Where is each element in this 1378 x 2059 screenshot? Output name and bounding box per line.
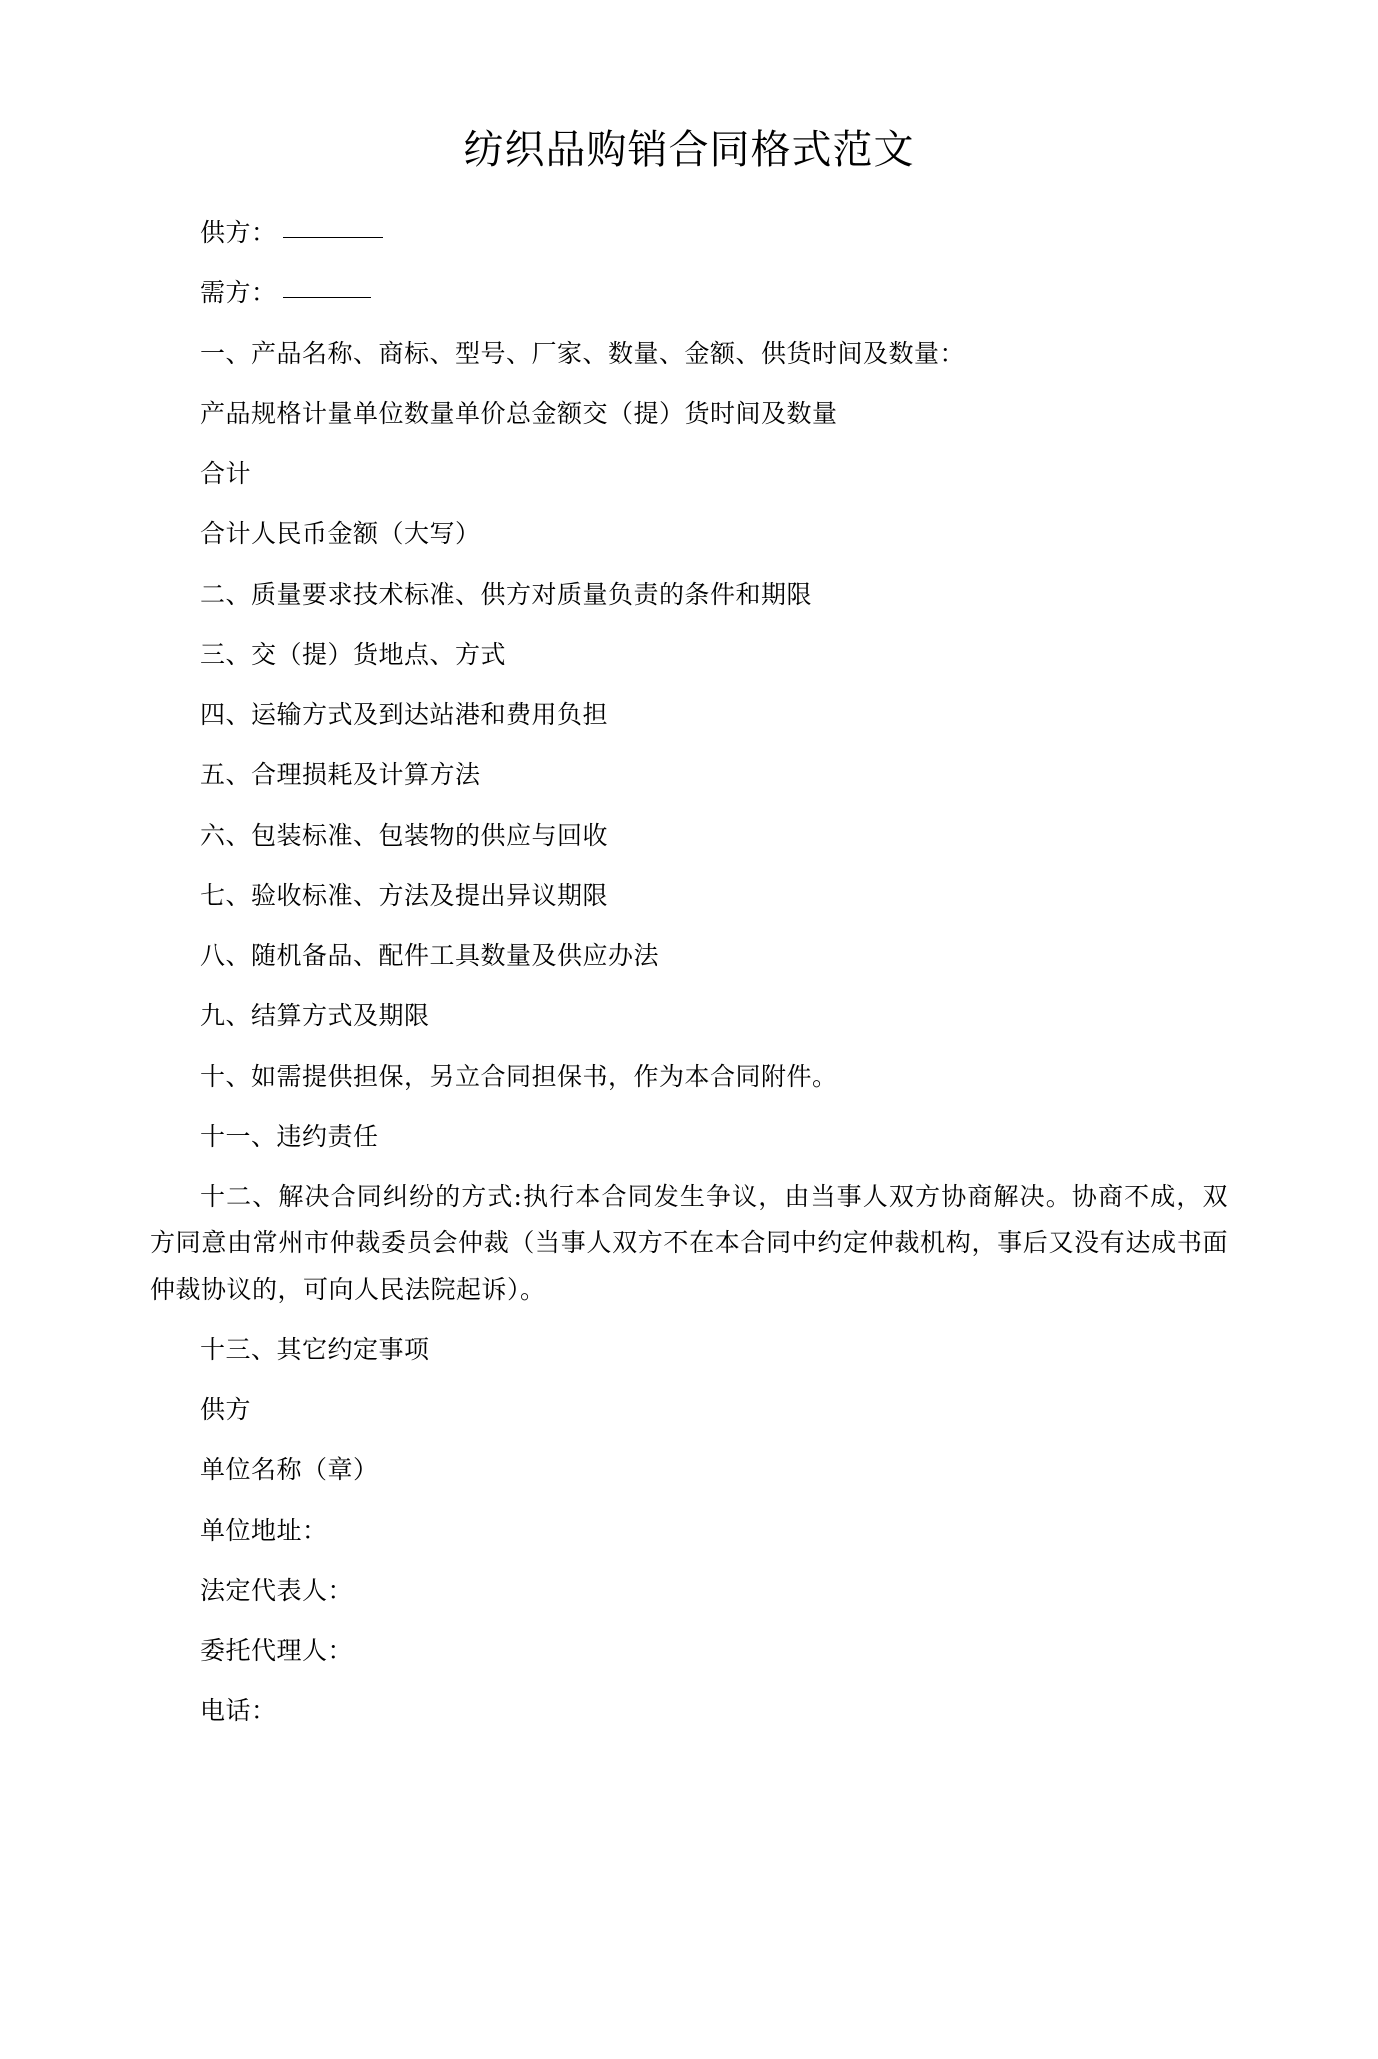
clause-item: 四、运输方式及到达站港和费用负担 — [200, 700, 609, 729]
clause-item: 三、交（提）货地点、方式 — [200, 639, 507, 669]
page-title: 纺织品购销合同格式范文 — [463, 127, 915, 173]
buyer-blank — [283, 296, 371, 298]
clause-item: 合计 — [200, 459, 252, 488]
clause-item: 合计人民币金额（大写） — [200, 519, 481, 549]
supplier-line — [150, 210, 1228, 256]
signature-line: 单位名称（章） — [200, 1455, 379, 1485]
supplier-blank — [283, 236, 383, 238]
supplier-label: 供方： — [200, 218, 277, 247]
signature-line: 委托代理人： — [200, 1636, 354, 1665]
buyer-label: 需方： — [200, 278, 277, 308]
clause-item: 十一、违约责任 — [200, 1121, 379, 1151]
signature-line: 供方 — [200, 1395, 252, 1424]
clause-item: 七、验收标准、方法及提出异议期限 — [200, 880, 609, 910]
signature-line: 法定代表人： — [200, 1575, 354, 1605]
clause-item: 六、包装标准、包装物的供应与回收 — [200, 820, 609, 850]
clause-item: 十、如需提供担保，另立合同担保书，作为本合同附件。 — [200, 1061, 838, 1091]
clause-item: 一、产品名称、商标、型号、厂家、数量、金额、供货时间及数量： — [200, 338, 966, 368]
clause-thirteen: 十三、其它约定事项 — [200, 1334, 430, 1364]
signature-line: 电话： — [200, 1696, 277, 1726]
clause-item: 产品规格计量单位数量单价总金额交（提）货时间及数量 — [200, 398, 838, 428]
clause-twelve: 十二、解决合同纠纷的方式:执行本合同发生争议，由当事人双方协商解决。协商不成，双方同意由常州市仲裁委员会仲裁（当事人双方不在本合同中约定仲裁机构，事后又没有达成书面仲裁协议的，可向人民法院起诉）。 — [150, 1182, 1228, 1304]
clause-item: 二、质量要求技术标准、供方对质量负责的条件和期限 — [200, 579, 813, 609]
buyer-line — [150, 270, 1228, 316]
clause-item: 八、随机备品、配件工具数量及供应办法 — [200, 941, 660, 970]
clause-item: 五、合理损耗及计算方法 — [200, 760, 481, 790]
signature-line: 单位地址： — [200, 1515, 328, 1545]
clause-item: 九、结算方式及期限 — [200, 1001, 430, 1031]
